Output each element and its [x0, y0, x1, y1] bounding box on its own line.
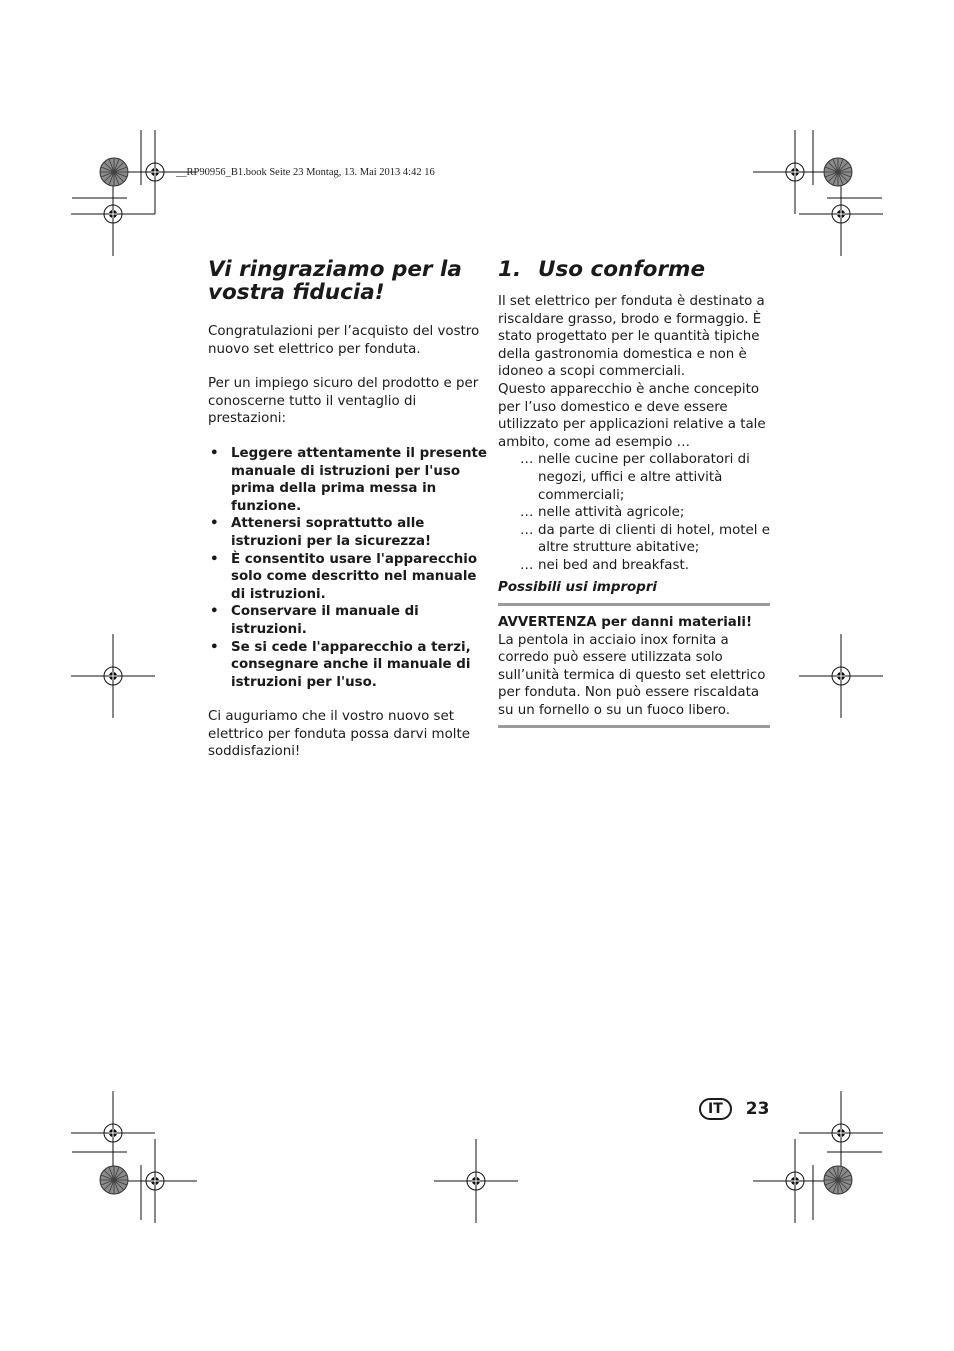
bullet-text: Conservare il manuale di istruzioni. [231, 604, 419, 637]
left-heading: Vi ringraziamo per la vostra fiducia! [208, 257, 462, 305]
use-example-item [498, 504, 774, 522]
use-examples-list [498, 451, 774, 574]
ellipsis-marker: … [520, 557, 534, 573]
use-example-item [498, 522, 774, 557]
bullet-icon: • [210, 516, 219, 532]
use-example-text: nei bed and breakfast. [538, 557, 689, 573]
bullet-item [208, 603, 490, 638]
use-example-item [498, 557, 774, 575]
misuse-subheading: Possibili usi impropri [498, 579, 658, 595]
section-title: Uso conforme [538, 257, 706, 282]
ellipsis-marker: … [520, 522, 534, 538]
bullet-icon: • [210, 551, 219, 567]
purpose-paragraph: Il set elettrico per fonduta è destinato a riscaldare grasso, brodo e formaggio. È stato progettato per le quantità tipiche della gastronomia domestica e non è idoneo a scopi commerciali. [498, 294, 765, 380]
bullet-item [208, 639, 490, 692]
bullet-text: È consentito usare l'apparecchio solo come descritto nel manuale di istruzioni. [231, 551, 478, 602]
domestic-use-paragraph: Questo apparecchio è anche concepito per l’uso domestico e deve essere utilizzato per applicazioni relative a tale ambito, come ad esempio … [498, 381, 766, 450]
page-footer [699, 1098, 769, 1120]
page-number: 23 [745, 1099, 770, 1119]
bullet-text: Se si cede l'apparecchio a terzi, consegnare anche il manuale di istruzioni per l'uso. [231, 639, 471, 690]
intro-paragraph-1: Congratulazioni per l’acquisto del vostro nuovo set elettrico per fonduta. [208, 324, 480, 357]
use-example-text: nelle attività agricole; [538, 505, 685, 521]
section-number: 1. [498, 257, 522, 282]
use-example-text: da parte di clienti di hotel, motel e altre strutture abitative; [538, 522, 770, 556]
warning-text: La pentola in acciaio inox fornita a corredo può essere utilizzata solo sull’unità termica di questo set elettrico per fonduta. Non può essere riscaldata su un fornello o su un fuoco libero. [498, 632, 766, 719]
section-heading [498, 258, 774, 281]
intro-paragraph-2: Per un impiego sicuro del prodotto e per conoscerne tutto il ventaglio di prestazioni: [208, 376, 479, 427]
bullet-icon: • [210, 604, 219, 620]
language-badge: IT [699, 1098, 732, 1120]
warning-top-rule [498, 603, 770, 606]
bullet-text: Leggere attentamente il presente manuale di istruzioni per l'uso prima della prima messa in funzione. [231, 445, 487, 514]
right-column [498, 258, 774, 728]
left-column [208, 258, 490, 761]
bullet-icon: • [210, 639, 219, 655]
warning-bottom-rule [498, 725, 770, 728]
bullet-item [208, 515, 490, 550]
ellipsis-marker: … [520, 505, 534, 521]
warning-title: AVVERTENZA per danni materiali! [498, 615, 753, 631]
bullet-item [208, 445, 490, 515]
ellipsis-marker: … [520, 452, 534, 468]
print-header-info: __RP90956_B1.book Seite 23 Montag, 13. Mai 2013 4:42 16 [176, 167, 435, 178]
bullet-icon: • [210, 445, 219, 461]
use-example-item [498, 451, 774, 504]
bullet-text: Attenersi soprattutto alle istruzioni per la sicurezza! [231, 516, 432, 549]
safety-bullet-list [208, 445, 490, 691]
use-example-text: nelle cucine per collaboratori di negozi, uffici e altre attività commerciali; [538, 452, 750, 503]
closing-paragraph: Ci auguriamo che il vostro nuovo set elettrico per fonduta possa darvi molte soddisfazioni! [208, 709, 470, 760]
bullet-item [208, 551, 490, 604]
